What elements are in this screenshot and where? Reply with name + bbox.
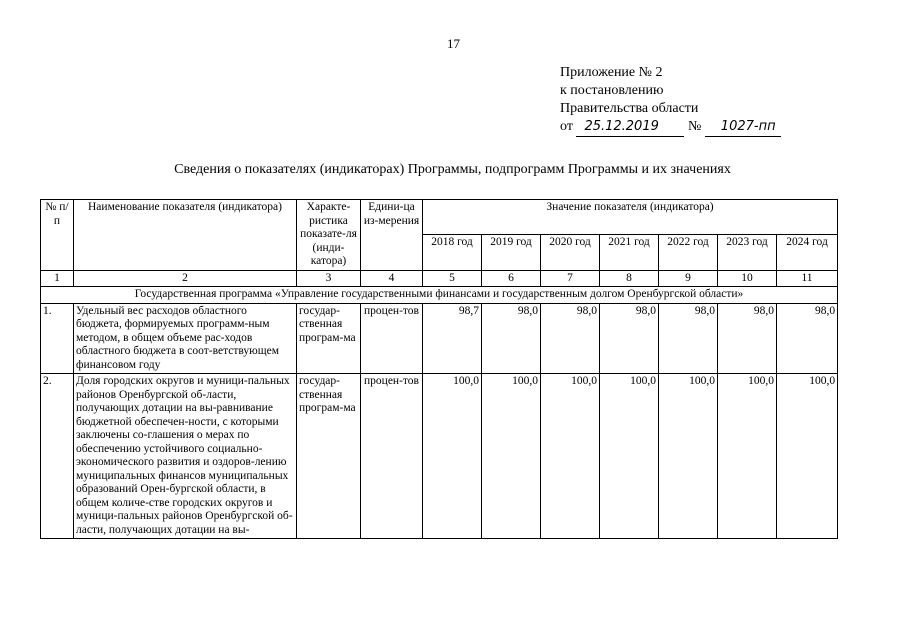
row-value: 100,0	[659, 374, 718, 539]
column-numbers-row	[41, 270, 838, 287]
header-name: Наименование показателя (индикатора)	[74, 200, 297, 271]
row-num: 2.	[41, 374, 74, 539]
appendix-line-1: Приложение № 2	[560, 65, 663, 80]
row-value: 98,0	[600, 303, 659, 374]
header-year: 2020 год	[541, 235, 600, 270]
row-value: 98,0	[718, 303, 777, 374]
column-number: 6	[482, 270, 541, 287]
row-value: 98,0	[482, 303, 541, 374]
row-name: Доля городских округов и муници-пальных районов Оренбургской об-ласти, получающих дотации на вы-равнивание бюджетной обеспечен-ности, с которыми заключены со-глашения о мерах по обеспечению устойчивого социально-экономического развития и оздоров-лению муниципальных финансов муниципальных образований Орен-бургской области, в общем количе-стве городских округов и муници-пальных районов Оренбургской об-ласти, получающих дотации на вы-	[74, 374, 297, 539]
row-value: 100,0	[718, 374, 777, 539]
column-number: 1	[41, 270, 74, 287]
row-characteristic: государ-ственная програм-ма	[297, 374, 361, 539]
column-number: 9	[659, 270, 718, 287]
page-number: 17	[447, 36, 460, 51]
column-number: 4	[361, 270, 423, 287]
row-value: 98,0	[541, 303, 600, 374]
column-number: 3	[297, 270, 361, 287]
appendix-date-line	[560, 118, 781, 137]
header-year: 2023 год	[718, 235, 777, 270]
date-prefix: от	[560, 119, 573, 134]
header-unit: Едини-ца из-мерения	[361, 200, 423, 271]
header-year: 2018 год	[423, 235, 482, 270]
row-value: 100,0	[482, 374, 541, 539]
header-year: 2024 год	[777, 235, 838, 270]
row-value: 100,0	[777, 374, 838, 539]
number-prefix: №	[687, 119, 702, 134]
row-characteristic: государ-ственная програм-ма	[297, 303, 361, 374]
row-value: 98,7	[423, 303, 482, 374]
row-value: 98,0	[777, 303, 838, 374]
handwritten-number: 1027-пп	[705, 118, 781, 137]
column-number: 10	[718, 270, 777, 287]
row-name: Удельный вес расходов областного бюджета, формируемых программ-ным методом, в общем объеме рас-ходов областного бюджета в соот-ветствующем финансовом году	[74, 303, 297, 374]
column-number: 8	[600, 270, 659, 287]
column-number: 5	[423, 270, 482, 287]
handwritten-date: 25.12.2019	[576, 118, 684, 137]
table-row	[41, 303, 838, 374]
row-value: 100,0	[600, 374, 659, 539]
header-year: 2022 год	[659, 235, 718, 270]
program-title-row	[41, 287, 838, 304]
header-row-1	[41, 200, 838, 235]
indicators-table	[40, 199, 838, 539]
column-number: 2	[74, 270, 297, 287]
row-value: 100,0	[541, 374, 600, 539]
header-characteristic: Характе-ристика показате-ля (инди-катора)	[297, 200, 361, 271]
row-value: 100,0	[423, 374, 482, 539]
row-value: 98,0	[659, 303, 718, 374]
header-year: 2021 год	[600, 235, 659, 270]
appendix-line-2: к постановлению	[560, 83, 664, 98]
appendix-block	[560, 64, 781, 137]
row-num: 1.	[41, 303, 74, 374]
program-title: Государственная программа «Управление государственными финансами и государственным долгом Оренбургской области»	[41, 287, 838, 304]
row-unit: процен-тов	[361, 303, 423, 374]
row-unit: процен-тов	[361, 374, 423, 539]
header-num: № п/п	[41, 200, 74, 271]
header-value-group: Значение показателя (индикатора)	[423, 200, 838, 235]
document-title: Сведения о показателях (индикаторах) Программы, подпрограмм Программы и их значениях	[174, 162, 731, 177]
appendix-line-3: Правительства области	[560, 101, 699, 116]
column-number: 11	[777, 270, 838, 287]
column-number: 7	[541, 270, 600, 287]
table-row	[41, 374, 838, 539]
header-year: 2019 год	[482, 235, 541, 270]
